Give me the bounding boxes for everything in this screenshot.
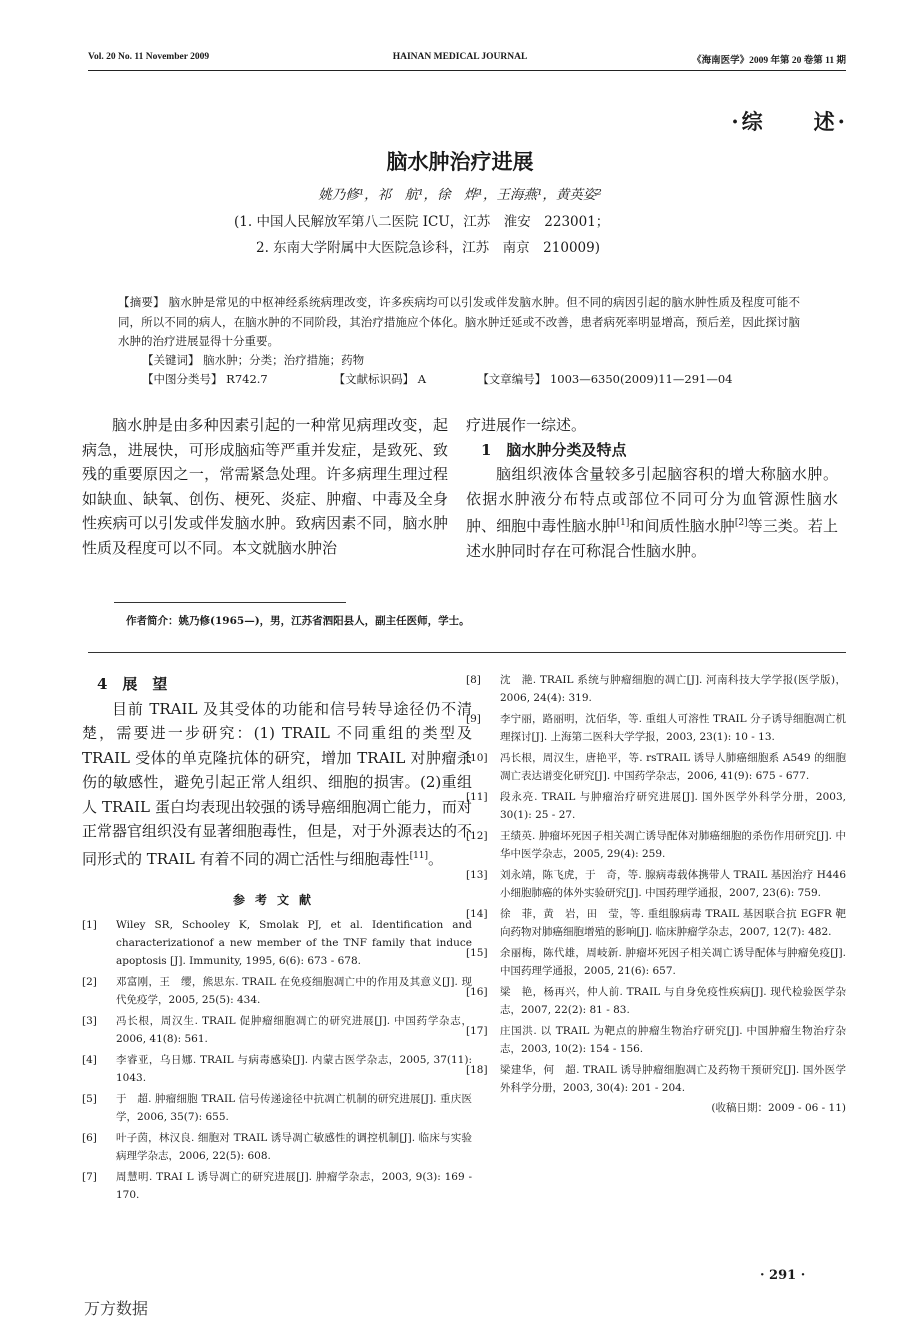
section-1-text-c: 等三类。若上述水肿同时存在可称混合性脑水肿。 (466, 517, 838, 560)
reference-item (82, 916, 472, 970)
intro-right-column (466, 413, 838, 563)
reference-item (82, 973, 472, 1009)
section-label: ·综 述· (731, 109, 848, 134)
classification-line (142, 371, 732, 387)
reference-text: 刘永靖，陈飞虎，于 奇，等. 腺病毒载体携带人 TRAIL 基因治疗 H446 小细胞肺癌的体外实验研究[J]. 中国药理学通报，2007, 23(6): 759. (500, 869, 846, 899)
reference-item (466, 866, 846, 902)
reference-number: [5] (82, 1093, 97, 1105)
reference-item (466, 710, 846, 746)
reference-text: 余丽梅，陈代雄，周岐新. 肿瘤坏死因子相关凋亡诱导配体与肿瘤免疫[J]. 中国药理学通报，2005, 21(6): 657. (500, 947, 846, 977)
references-heading: 参考文献 (232, 893, 321, 907)
reference-text: 梁建华，何 超. TRAIL 诱导肿瘤细胞凋亡及药物干预研究[J]. 国外医学外科学分册，2003, 30(4): 201 - 204. (500, 1064, 846, 1094)
reference-number: [1] (82, 919, 97, 931)
reference-number: [9] (466, 713, 481, 725)
reference-item (466, 827, 846, 863)
reference-item (82, 1090, 472, 1126)
reference-item (82, 1129, 472, 1165)
keywords: 【关键词】 脑水肿；分类；治疗措施；药物 (142, 353, 365, 367)
reference-text: 徐 菲，黄 岩，田 莹，等. 重组腺病毒 TRAIL 基因联合抗 EGFR 靶向药物对肺癌细胞增殖的影响[J]. 临床肿瘤学杂志，2007, 12(7): 482. (500, 908, 846, 938)
article-title: 脑水肿治疗进展 (386, 149, 534, 174)
doc-code: 【文献标识码】 A (333, 372, 427, 386)
page-separator (88, 652, 846, 653)
lower-left-column (82, 672, 472, 1207)
reference-text: 邓富刚，王 缨，熊思东. TRAIL 在免疫细胞凋亡中的作用及其意义[J]. 现代免疫学，2005, 25(5): 434. (116, 976, 472, 1006)
reference-text: 王绩英. 肿瘤坏死因子相关凋亡诱导配体对肺癌细胞的杀伤作用研究[J]. 中华中医学杂志，2005, 29(4): 259. (500, 830, 846, 860)
running-header-issue: 《海南医学》2009 年第 20 卷第 11 期 (692, 56, 846, 66)
reference-number: [11] (466, 791, 488, 803)
reference-item (466, 944, 846, 980)
references-list-left (82, 916, 472, 1204)
reference-item (466, 905, 846, 941)
reference-number: [3] (82, 1015, 97, 1027)
reference-text: 周慧明. TRAI L 诱导凋亡的研究进展[J]. 肿瘤学杂志，2003, 9(3): 169 - 170. (116, 1171, 472, 1201)
reference-number: [17] (466, 1025, 488, 1037)
received-date: (收稿日期：2009 - 06 - 11) (711, 1102, 846, 1114)
references-list-right (466, 671, 846, 1097)
reference-text: 李睿亚，乌日娜. TRAIL 与病毒感染[J]. 内蒙古医学杂志，2005, 37(11): 1043. (116, 1054, 472, 1084)
reference-item (466, 671, 846, 707)
reference-text: 冯长根，周汉生，唐艳平，等. rsTRAIL 诱导人肺癌细胞系 A549 的细胞凋亡表达谱变化研究[J]. 中国药学杂志，2006, 41(9): 675 - 677. (500, 752, 846, 782)
reference-item (82, 1168, 472, 1204)
reference-text: 李宁丽，路丽明，沈佰华，等. 重组人可溶性 TRAIL 分子诱导细胞凋亡机理探讨[J]. 上海第二医科大学学报，2003, 23(1): 10 - 13. (500, 713, 846, 743)
intro-paragraph: 脑水肿是由多种因素引起的一种常见病理改变，起病急，进展快，可形成脑疝等严重并发症，是致死、致残的重要原因之一，常需紧急处理。许多病理生理过程如缺血、缺氧、创伤、梗死、炎症、肿瘤、中毒及全身性疾病可以引发或伴发脑水肿。致病因素不同，脑水肿性质及程度可以不同。本文就脑水肿治 (82, 416, 448, 557)
authors: 姚乃修¹，祁 航¹，徐 烨¹，王海燕¹，黄英姿² (318, 187, 602, 203)
intro-left-column (82, 413, 448, 560)
reference-item (466, 749, 846, 785)
author-note: 作者简介：姚乃修(1965—)，男，江苏省泗阳县人，副主任医师，学士。 (126, 615, 470, 627)
section-4-paragraph (82, 697, 472, 872)
section-1-text-a: 脑组织液体含量较多引起脑容积的增大称脑水肿。依据水肿液分布特点或部位不同可分为血管源性脑水肿、细胞中毒性脑水肿 (466, 465, 838, 535)
reference-number: [6] (82, 1132, 97, 1144)
article-number: 【文章编号】 1003—6350(2009)11—291—04 (477, 372, 733, 386)
affiliation-1: (1. 中国人民解放军第八二医院 ICU，江苏 淮安 223001； (234, 214, 610, 230)
reference-number: [14] (466, 908, 488, 920)
reference-item (82, 1012, 472, 1048)
reference-text: 冯长根，周汉生. TRAIL 促肿瘤细胞凋亡的研究进展[J]. 中国药学杂志，2006, 41(8): 561. (116, 1015, 472, 1045)
section-4-end: 。 (428, 849, 444, 868)
section-1-text-b: 和间质性脑水肿 (629, 517, 735, 535)
reference-number: [18] (466, 1064, 488, 1076)
citation-2: [2] (734, 518, 748, 528)
reference-number: [10] (466, 752, 488, 764)
reference-item (466, 983, 846, 1019)
reference-number: [4] (82, 1054, 97, 1066)
citation-11: [11] (409, 850, 429, 861)
reference-number: [16] (466, 986, 488, 998)
section-4-text: 目前 TRAIL 及其受体的功能和信号转导途径仍不清楚，需要进一步研究：(1) TRAIL 不同重组的类型及 TRAIL 受体的单克隆抗体的研究，增加 TRAIL 对肿瘤杀伤的敏感性，避免引起正常人组织、细胞的损害。(2)重组人 TRAIL 蛋白均表现出较强的诱导癌细胞凋亡能力，而对正常器官组织没有显著细胞毒性，但是，对于外源表达的不同形式的 TRAIL 有着不同的凋亡活性与细胞毒性 (82, 699, 473, 868)
reference-number: [7] (82, 1171, 97, 1183)
reference-item (82, 1051, 472, 1087)
clc-number: 【中图分类号】 R742.7 (142, 372, 268, 386)
section-1-heading: 1 脑水肿分类及特点 (481, 440, 627, 459)
reference-text: 叶子茵，林汉良. 细胞对 TRAIL 诱导凋亡敏感性的调控机制[J]. 临床与实验病理学杂志，2006, 22(5): 608. (116, 1132, 472, 1162)
reference-item (466, 788, 846, 824)
reference-number: [2] (82, 976, 97, 988)
section-1-paragraph (466, 462, 838, 563)
affiliation-2: 2. 东南大学附属中大医院急诊科，江苏 南京 210009) (256, 240, 600, 256)
section-4-heading: 4 展 望 (97, 675, 168, 693)
reference-text: 梁 艳，杨再兴，仲人前. TRAIL 与自身免疫性疾病[J]. 现代检验医学杂志，2007, 22(2): 81 - 83. (500, 986, 846, 1016)
reference-text: 段永亮. TRAIL 与肿瘤治疗研究进展[J]. 国外医学外科学分册，2003, 30(1): 25 - 27. (500, 791, 846, 821)
citation-1: [1] (616, 518, 630, 528)
page-number: · 291 · (760, 1268, 806, 1283)
watermark: 万方数据 (84, 1299, 149, 1318)
intro-paragraph-end: 疗进展作一综述。 (466, 416, 587, 434)
reference-text: Wiley SR, Schooley K, Smolak PJ, et al. Identification and characterizationof a new member of the TNF family that induce apoptosis [J]. Immunity, 1995, 6(6): 673 - 678. (116, 919, 472, 967)
lower-right-column (466, 671, 846, 1115)
reference-text: 于 超. 肿瘤细胞 TRAIL 信号传递途径中抗凋亡机制的研究进展[J]. 重庆医学，2006, 35(7): 655. (116, 1093, 472, 1123)
footnote-rule (114, 602, 346, 603)
abstract: 【摘要】 脑水肿是常见的中枢神经系统病理改变，许多疾病均可以引发或伴发脑水肿。但不同的病因引起的脑水肿性质及程度可能不同，所以不同的病人，在脑水肿的不同阶段，其治疗措施应个体化。脑水肿迁延或不改善，患者病死率明显增高，预后差，因此探讨脑水肿的治疗进展显得十分重要。 (118, 295, 800, 348)
header-rule (88, 70, 846, 71)
reference-text: 沈 滟. TRAIL 系统与肿瘤细胞的凋亡[J]. 河南科技大学学报(医学版)，2006, 24(4): 319. (500, 674, 846, 704)
reference-item (466, 1022, 846, 1058)
reference-text: 庄国洪. 以 TRAIL 为靶点的肿瘤生物治疗研究[J]. 中国肿瘤生物治疗杂志，2003, 10(2): 154 - 156. (500, 1025, 846, 1055)
running-header-volume: Vol. 20 No. 11 November 2009 (88, 52, 210, 62)
reference-number: [12] (466, 830, 488, 842)
reference-number: [15] (466, 947, 488, 959)
running-header-journal: HAINAN MEDICAL JOURNAL (392, 52, 528, 62)
reference-number: [8] (466, 674, 481, 686)
reference-item (466, 1061, 846, 1097)
reference-number: [13] (466, 869, 488, 881)
